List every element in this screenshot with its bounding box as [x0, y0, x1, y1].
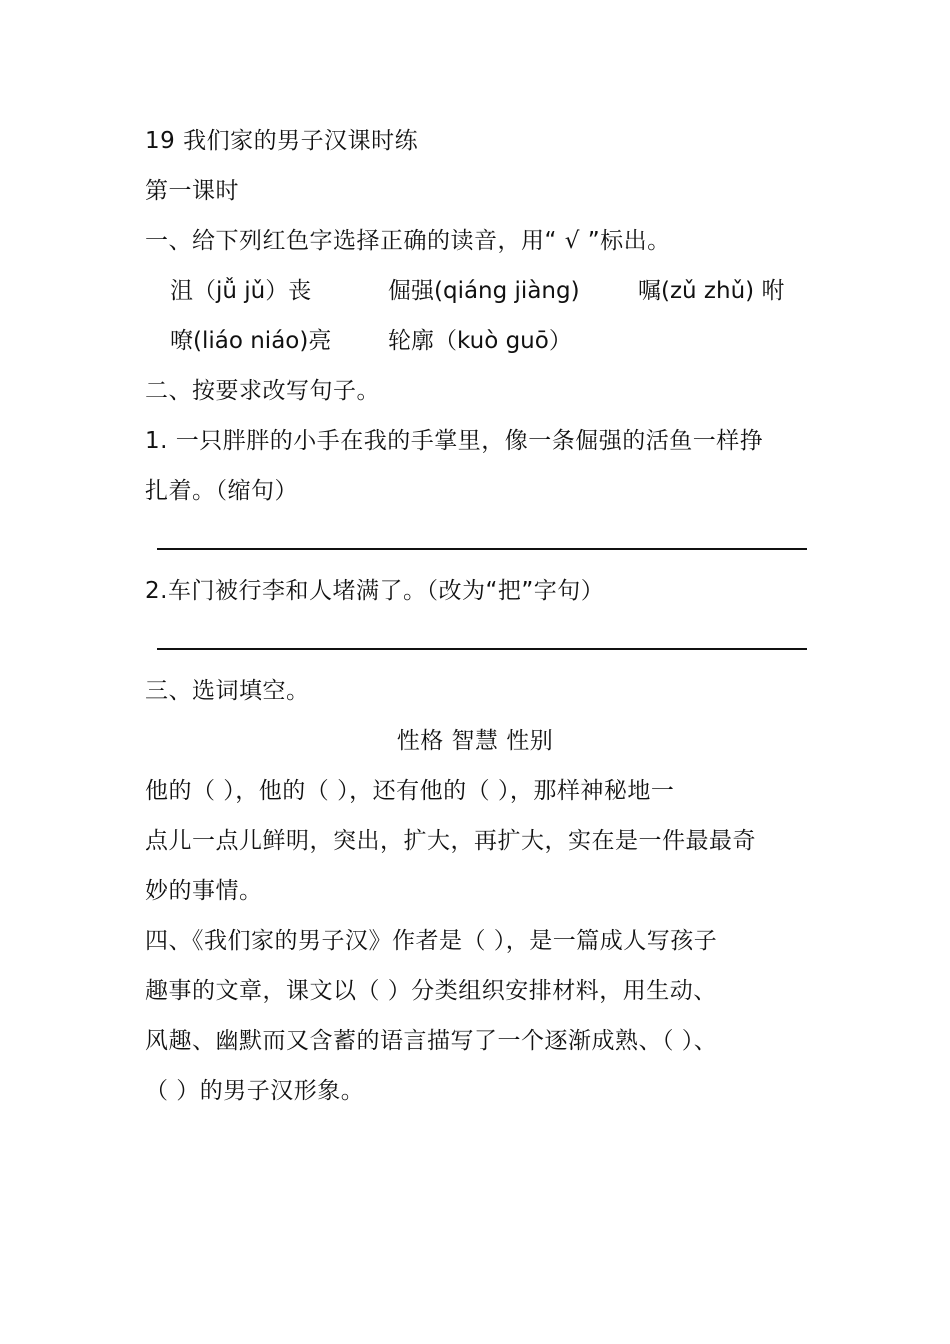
paragraph-line: 风趣、幽默而又含蓄的语言描写了一个逐渐成熟、（ ）、	[145, 1028, 718, 1054]
paragraph-line: 他的（ ），他的（ ），还有他的（ ），那样神秘地一	[145, 778, 675, 804]
section3-heading: 三、选词填空。	[145, 678, 310, 704]
question-1-line-1: 1. 一只胖胖的小手在我的手掌里，像一条倔强的活鱼一样挣	[145, 428, 764, 454]
word-choices: 性格 智慧 性别	[396, 728, 554, 754]
answer-line-1[interactable]	[157, 548, 807, 550]
paragraph-line: 趣事的文章，课文以（ ）分类组织安排材料，用生动、	[145, 978, 717, 1004]
pinyin-item: 沮（jǚ jǔ）丧	[170, 278, 312, 304]
lesson-label: 第一课时	[145, 178, 239, 204]
question-2: 2.车门被行李和人堵满了。（改为“把”字句）	[145, 578, 605, 604]
pinyin-item: 轮廓（kuò guō）	[388, 328, 572, 354]
section4-paragraph	[145, 926, 810, 1126]
worksheet-title: 19 我们家的男子汉课时练	[145, 128, 419, 154]
pinyin-item: 倔强(qiáng jiàng)	[388, 278, 580, 304]
section1-heading: 一、给下列红色字选择正确的读音，用“ √ ”标出。	[145, 228, 671, 254]
paragraph-line: （ ）的男子汉形象。	[145, 1078, 365, 1104]
pinyin-item: 嘱(zǔ zhǔ) 咐	[638, 278, 785, 304]
answer-line-2[interactable]	[157, 648, 807, 650]
pinyin-item: 嘹(liáo niáo)亮	[170, 328, 332, 354]
paragraph-line: 四、《我们家的男子汉》作者是（ ），是一篇成人写孩子	[145, 928, 718, 954]
paragraph-line: 点儿一点儿鲜明，突出，扩大，再扩大，实在是一件最最奇	[145, 828, 756, 854]
section3-paragraph	[145, 776, 810, 926]
question-1-line-2: 扎着。（缩句）	[145, 478, 298, 504]
section2-heading: 二、按要求改写句子。	[145, 378, 380, 404]
paragraph-line: 妙的事情。	[145, 878, 263, 904]
